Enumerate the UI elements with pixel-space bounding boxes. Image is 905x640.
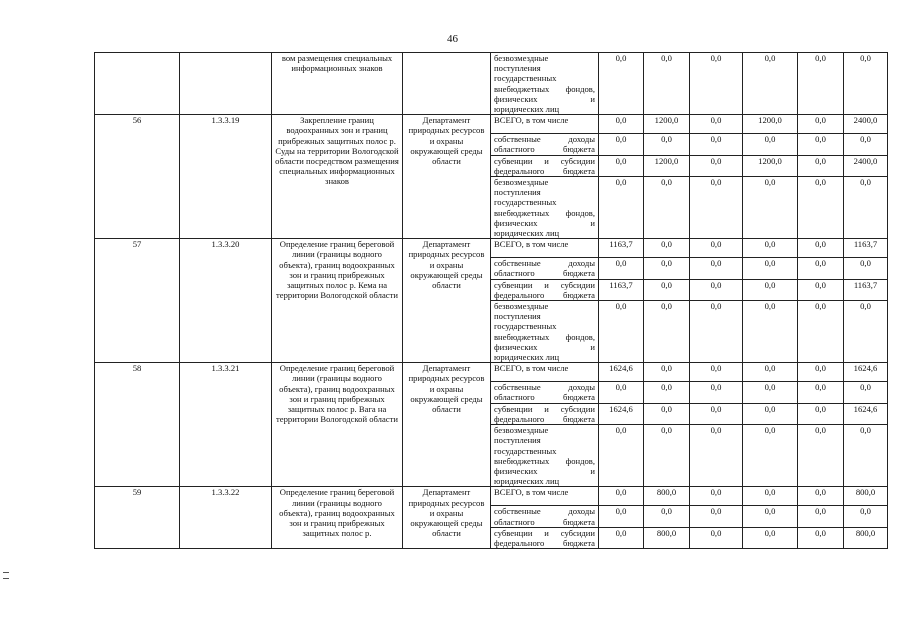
value-cell: 0,0	[743, 177, 798, 239]
row-description: Определение границ береговой линии (границы водного объекта), границ водоохранных зон и границ прибрежных защитных полос р. Кема на территории Вологодской области	[272, 239, 403, 363]
value-cell: 800,0	[844, 487, 888, 506]
value-cell: 0,0	[743, 301, 798, 363]
source-label: ВСЕГО, в том числе	[491, 239, 599, 258]
value-cell: 1163,7	[599, 279, 644, 300]
value-cell: 0,0	[798, 382, 844, 403]
value-cell: 0,0	[743, 506, 798, 527]
value-cell: 0,0	[644, 506, 690, 527]
source-label: безвозмездные поступления государственных внебюджетных фондов, физических и юридических лиц	[491, 53, 599, 115]
value-cell: 0,0	[743, 425, 798, 487]
value-cell: 800,0	[844, 527, 888, 548]
row-department	[403, 53, 491, 115]
value-cell: 0,0	[844, 53, 888, 115]
value-cell: 0,0	[690, 53, 743, 115]
value-cell: 0,0	[690, 487, 743, 506]
source-label: безвозмездные поступления государственных внебюджетных фондов, физических и юридических лиц	[491, 301, 599, 363]
source-label: субвенции и субсидии федерального бюджета	[491, 527, 599, 548]
value-cell: 1163,7	[844, 279, 888, 300]
source-label: субвенции и субсидии федерального бюджета	[491, 279, 599, 300]
table-row	[95, 53, 888, 115]
value-cell: 0,0	[690, 382, 743, 403]
value-cell: 0,0	[644, 279, 690, 300]
value-cell: 0,0	[844, 382, 888, 403]
value-cell: 0,0	[798, 425, 844, 487]
value-cell: 2400,0	[844, 155, 888, 176]
value-cell: 0,0	[844, 506, 888, 527]
table-row	[95, 363, 888, 382]
value-cell: 0,0	[798, 258, 844, 279]
value-cell: 0,0	[743, 134, 798, 155]
value-cell: 0,0	[644, 382, 690, 403]
value-cell: 0,0	[844, 177, 888, 239]
value-cell: 0,0	[743, 363, 798, 382]
value-cell: 0,0	[743, 527, 798, 548]
value-cell: 0,0	[844, 258, 888, 279]
source-label: собственные доходы областного бюджета	[491, 382, 599, 403]
value-cell: 800,0	[644, 527, 690, 548]
value-cell: 0,0	[798, 115, 844, 134]
value-cell: 0,0	[690, 155, 743, 176]
value-cell: 0,0	[743, 258, 798, 279]
margin-mark	[3, 578, 9, 579]
value-cell: 2400,0	[844, 115, 888, 134]
value-cell: 0,0	[690, 425, 743, 487]
value-cell: 1163,7	[599, 239, 644, 258]
value-cell: 0,0	[644, 258, 690, 279]
value-cell: 0,0	[690, 115, 743, 134]
value-cell: 0,0	[690, 301, 743, 363]
value-cell: 0,0	[644, 403, 690, 424]
value-cell: 0,0	[743, 53, 798, 115]
value-cell: 0,0	[599, 177, 644, 239]
page-number: 46	[447, 33, 458, 45]
value-cell: 0,0	[798, 403, 844, 424]
value-cell: 0,0	[599, 382, 644, 403]
value-cell: 0,0	[599, 527, 644, 548]
row-code	[180, 53, 272, 115]
row-description: вом размещения специальных информационных знаков	[272, 53, 403, 115]
source-label: ВСЕГО, в том числе	[491, 487, 599, 506]
value-cell: 0,0	[798, 527, 844, 548]
value-cell: 1163,7	[844, 239, 888, 258]
row-number: 58	[95, 363, 180, 487]
row-number: 57	[95, 239, 180, 363]
value-cell: 0,0	[690, 239, 743, 258]
budget-table	[94, 52, 888, 549]
value-cell: 0,0	[599, 53, 644, 115]
value-cell: 0,0	[599, 301, 644, 363]
value-cell: 0,0	[599, 258, 644, 279]
value-cell: 0,0	[644, 301, 690, 363]
value-cell: 0,0	[644, 134, 690, 155]
row-code: 1.3.3.21	[180, 363, 272, 487]
row-code: 1.3.3.19	[180, 115, 272, 239]
source-label: собственные доходы областного бюджета	[491, 134, 599, 155]
source-label: ВСЕГО, в том числе	[491, 363, 599, 382]
row-description: Закрепление границ водоохранных зон и границ прибрежных защитных полос р. Суды на территории Вологодской области посредством размещения специальных информационных знаков	[272, 115, 403, 239]
value-cell: 0,0	[644, 177, 690, 239]
value-cell: 0,0	[690, 134, 743, 155]
value-cell: 0,0	[798, 487, 844, 506]
table-row	[95, 487, 888, 506]
value-cell: 1200,0	[644, 115, 690, 134]
row-department: Департамент природных ресурсов и охраны окружающей среды области	[403, 115, 491, 239]
value-cell: 1624,6	[844, 403, 888, 424]
value-cell: 800,0	[644, 487, 690, 506]
value-cell: 0,0	[644, 363, 690, 382]
source-label: собственные доходы областного бюджета	[491, 258, 599, 279]
value-cell: 0,0	[844, 425, 888, 487]
value-cell: 0,0	[690, 363, 743, 382]
row-number: 59	[95, 487, 180, 549]
value-cell: 0,0	[743, 239, 798, 258]
row-department: Департамент природных ресурсов и охраны окружающей среды области	[403, 363, 491, 487]
value-cell: 0,0	[644, 53, 690, 115]
value-cell: 0,0	[599, 425, 644, 487]
value-cell: 0,0	[644, 425, 690, 487]
value-cell: 0,0	[798, 301, 844, 363]
value-cell: 1624,6	[599, 363, 644, 382]
value-cell: 1624,6	[844, 363, 888, 382]
value-cell: 1624,6	[599, 403, 644, 424]
source-label: безвозмездные поступления государственных внебюджетных фондов, физических и юридических лиц	[491, 177, 599, 239]
source-label: собственные доходы областного бюджета	[491, 506, 599, 527]
value-cell: 0,0	[798, 155, 844, 176]
value-cell: 0,0	[599, 134, 644, 155]
value-cell: 0,0	[798, 177, 844, 239]
table-row	[95, 115, 888, 134]
row-department: Департамент природных ресурсов и охраны окружающей среды области	[403, 487, 491, 549]
row-number: 56	[95, 115, 180, 239]
value-cell: 0,0	[798, 279, 844, 300]
source-label: ВСЕГО, в том числе	[491, 115, 599, 134]
value-cell: 0,0	[690, 177, 743, 239]
value-cell: 0,0	[743, 279, 798, 300]
value-cell: 1200,0	[743, 115, 798, 134]
value-cell: 1200,0	[743, 155, 798, 176]
value-cell: 0,0	[743, 487, 798, 506]
value-cell: 0,0	[690, 506, 743, 527]
source-label: субвенции и субсидии федерального бюджета	[491, 155, 599, 176]
value-cell: 0,0	[798, 53, 844, 115]
value-cell: 0,0	[690, 258, 743, 279]
table-row	[95, 239, 888, 258]
row-department: Департамент природных ресурсов и охраны окружающей среды области	[403, 239, 491, 363]
value-cell: 0,0	[844, 134, 888, 155]
source-label: субвенции и субсидии федерального бюджета	[491, 403, 599, 424]
value-cell: 0,0	[599, 487, 644, 506]
value-cell: 0,0	[599, 506, 644, 527]
value-cell: 0,0	[690, 403, 743, 424]
value-cell: 0,0	[599, 115, 644, 134]
value-cell: 0,0	[743, 382, 798, 403]
value-cell: 0,0	[690, 279, 743, 300]
row-code: 1.3.3.20	[180, 239, 272, 363]
value-cell: 0,0	[798, 363, 844, 382]
row-description: Определение границ береговой линии (границы водного объекта), границ водоохранных зон и границ прибрежных защитных полос р. Вага на территории Вологодской области	[272, 363, 403, 487]
value-cell: 1200,0	[644, 155, 690, 176]
row-code: 1.3.3.22	[180, 487, 272, 549]
value-cell: 0,0	[798, 239, 844, 258]
value-cell: 0,0	[599, 155, 644, 176]
row-description: Определение границ береговой линии (границы водного объекта), границ водоохранных зон и границ прибрежных защитных полос р.	[272, 487, 403, 549]
source-label: безвозмездные поступления государственных внебюджетных фондов, физических и юридических лиц	[491, 425, 599, 487]
value-cell: 0,0	[844, 301, 888, 363]
value-cell: 0,0	[690, 527, 743, 548]
margin-mark	[3, 572, 9, 573]
row-number	[95, 53, 180, 115]
value-cell: 0,0	[743, 403, 798, 424]
value-cell: 0,0	[798, 134, 844, 155]
value-cell: 0,0	[798, 506, 844, 527]
value-cell: 0,0	[644, 239, 690, 258]
